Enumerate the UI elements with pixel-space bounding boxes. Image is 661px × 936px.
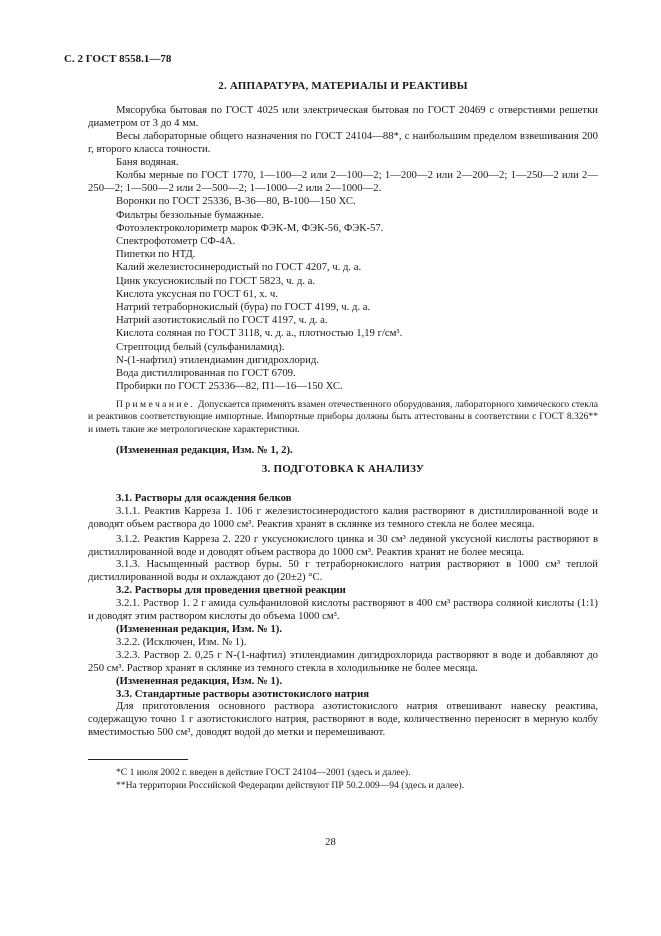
list-item: Кислота уксусная по ГОСТ 61, х. ч. — [116, 287, 278, 300]
list-item: Калий железистосинеродистый по ГОСТ 4207, ч. д. а. — [116, 261, 362, 274]
paragraph-3-1-2: 3.1.2. Реактив Карреза 2. 220 г уксуснокислого цинка и 30 см³ ледяной уксусной кислоты растворяют в дистиллированной воде и доводят объем раствора до 1000 см³. Реактив хранят не более месяца. — [88, 532, 598, 558]
footnote-divider — [88, 759, 188, 760]
paragraph-3-2-1: 3.2.1. Раствор 1. 2 г амида сульфаниловой кислоты растворяют в 400 см³ раствора соляной кислоты (1:1) и доводят этим раствором кислоты до объема 1000 см³. — [88, 597, 598, 623]
list-item: Фильтры беззольные бумажные. — [116, 208, 264, 221]
note-text: Допускается применять взамен отечественного оборудования, лабораторного химического стекла и реактивов соответствующие импортные. Импортные приборы должны быть аттестованы в соответствии с ГОСТ 8.326** и иметь такие же метрологические характеристики. — [88, 399, 598, 435]
section-3-title: 3. ПОДГОТОВКА К АНАЛИЗУ — [261, 463, 425, 475]
edition-note: (Измененная редакция, Изм. № 1, 2). — [116, 443, 293, 456]
list-item: Пробирки по ГОСТ 25336—82, П1—16—150 ХС. — [116, 380, 343, 393]
subsection-3-1-title: 3.1. Растворы для осаждения белков — [116, 491, 292, 504]
subsection-3-3-title: 3.3. Стандартные растворы азотистокислого натрия — [116, 687, 370, 700]
list-item: Воронки по ГОСТ 25336, В-36—80, В-100—150 ХС. — [116, 195, 356, 208]
list-item: Кислота соляная по ГОСТ 3118, ч. д. а., плотностью 1,19 г/см³. — [116, 327, 403, 340]
paragraph-3-2-3: 3.2.3. Раствор 2. 0,25 г N-(1-нафтил) этилендиамин дигидрохлорида растворяют в воде и добавляют до 250 см³. Раствор хранят в склянке из темного стекла в холодильнике не более месяца. — [88, 648, 598, 674]
page-number: 28 — [325, 836, 336, 848]
list-item: Весы лабораторные общего назначения по ГОСТ 24104—88*, с наибольшим пределом взвешивания 200 г, второго класса точности. — [88, 130, 598, 155]
note-label: Примечание. — [116, 399, 196, 411]
section-2 — [88, 80, 598, 457]
subsection-3-2-title: 3.2. Растворы для проведения цветной реакции — [116, 584, 346, 597]
paragraph-3-3: Для приготовления основного раствора азотистокислого натрия отвешивают навеску реактива, содержащую точно 1 г азотистокислого натрия, растворяют в воде, количественно переносят в мерную колбу вместимостью 500 см³, доводят водой до метки и перемешивают. — [88, 700, 598, 739]
list-item: Фотоэлектроколориметр марок ФЭК-М, ФЭК-56, ФЭК-57. — [116, 221, 384, 234]
edition-note: (Измененная редакция, Изм. № 1). — [116, 622, 283, 635]
section-2-title: 2. АППАРАТУРА, МАТЕРИАЛЫ И РЕАКТИВЫ — [218, 80, 468, 92]
page-header: С. 2 ГОСТ 8558.1—78 — [64, 53, 172, 65]
section-3 — [88, 463, 598, 739]
list-item: Натрий азотистокислый по ГОСТ 4197, ч. д. а. — [116, 314, 328, 327]
list-item: Цинк уксуснокислый по ГОСТ 5823, ч. д. а. — [116, 274, 316, 287]
list-item: Баня водяная. — [116, 156, 179, 169]
footnote-1: *С 1 июля 2002 г. введен в действие ГОСТ 24104—2001 (здесь и далее). — [116, 767, 411, 778]
list-item: Спектрофотометр СФ-4А. — [116, 235, 236, 248]
list-item: Колбы мерные по ГОСТ 1770, 1—100—2 или 2—100—2; 1—200—2 или 2—200—2; 1—250—2 или 2—250—2; 1—500—2 или 2—500—2; 1—1000—2 или 2—1000—2. — [88, 169, 598, 195]
list-item: Мясорубка бытовая по ГОСТ 4025 или электрическая бытовая по ГОСТ 20469 с отверстиями решетки диаметром от 3 до 4 мм. — [88, 103, 598, 129]
paragraph-3-2-2: 3.2.2. (Исключен, Изм. № 1). — [116, 635, 247, 648]
paragraph-3-1-1: 3.1.1. Реактив Карреза 1. 106 г железистосинеродистого калия растворяют в дистиллированной воде и доводят объем раствора до 1000 см³. Реактив хранят в склянке из темного стекла не более месяца. — [88, 504, 598, 530]
list-item: Вода дистиллированная по ГОСТ 6709. — [116, 367, 296, 380]
list-item: N-(1-нафтил) этилендиамин дигидрохлорид. — [116, 353, 319, 366]
note-paragraph — [88, 399, 598, 436]
list-item: Стрептоцид белый (сульфаниламид). — [116, 340, 285, 353]
edition-note: (Измененная редакция, Изм. № 1). — [116, 674, 283, 687]
footnote-2: **На территории Российской Федерации действуют ПР 50.2.009—94 (здесь и далее). — [116, 780, 465, 791]
equipment-list — [88, 104, 598, 393]
list-item: Натрий тетраборнокислый (бура) по ГОСТ 4199, ч. д. а. — [116, 301, 371, 314]
paragraph-3-1-3: 3.1.3. Насыщенный раствор буры. 50 г тетраборнокислого натрия растворяют в 1000 см³ теплой дистиллированной воды и охлаждают до (20±2) °С. — [88, 558, 598, 584]
list-item: Пипетки по НТД. — [116, 248, 196, 261]
